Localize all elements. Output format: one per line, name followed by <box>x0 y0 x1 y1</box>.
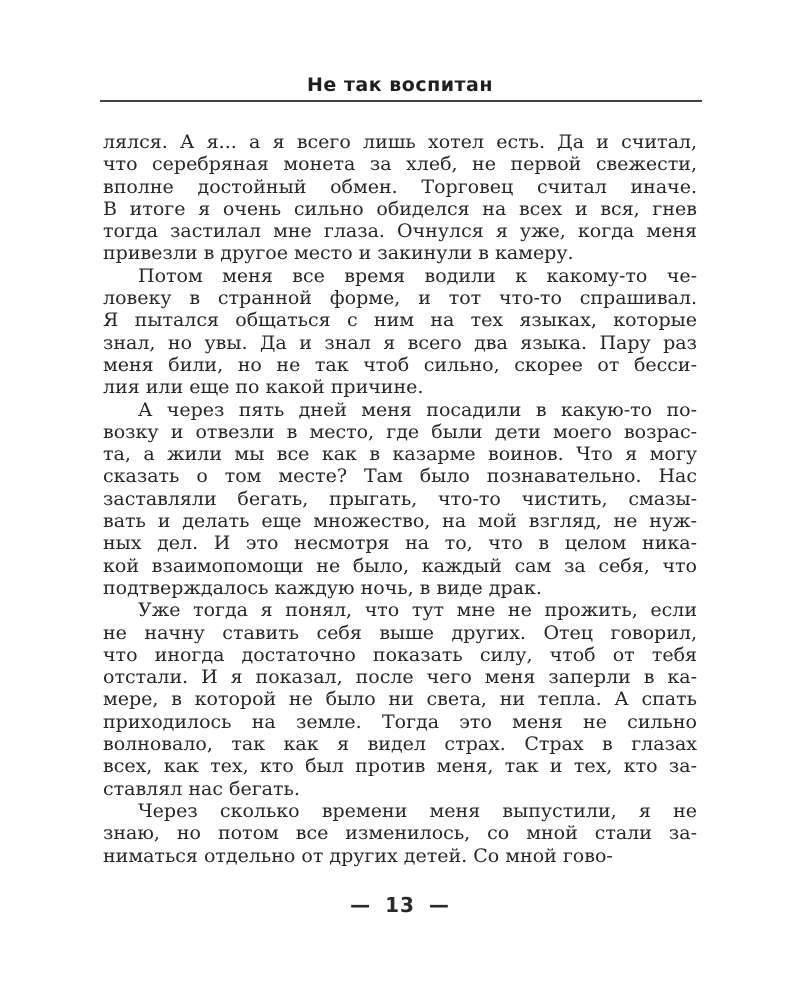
text-line: подтверждалось каждую ночь, в виде драк. <box>103 576 542 599</box>
paragraph <box>103 131 697 265</box>
paragraph <box>103 800 697 867</box>
text-line: что серебряная монета за хлеб, не первой свежести, <box>103 153 697 176</box>
text-line: Я пытался общаться с ним на тех языках, которые <box>103 309 697 332</box>
text-line: ставлял нас бегать. <box>103 777 300 800</box>
text-line: отстали. И я показал, после чего меня заперли в ка- <box>103 666 697 689</box>
text-line: та, а жили мы все как в казарме воинов. Что я могу <box>103 443 697 466</box>
text-line: вать и делать еще множество, на мой взгляд, не нуж- <box>103 510 697 533</box>
text-line: лялся. А я... а я всего лишь хотел есть. Да и считал, <box>103 131 697 153</box>
text-line: знаю, но потом все изменилось, со мной стали за- <box>103 822 697 845</box>
text-line: ных дел. И это несмотря на то, что в целом ника- <box>103 532 697 555</box>
text-line: мере, в которой не было ни света, ни тепла. А спать <box>103 688 697 711</box>
text-line: В итоге я очень сильно обиделся на всех и вся, гнев <box>103 197 697 220</box>
text-line: волновало, так как я видел страх. Страх в глазах <box>103 733 697 756</box>
body-text <box>103 131 697 867</box>
text-line: ниматься отдельно от других детей. Со мной гово- <box>103 844 613 867</box>
text-line: лия или еще по какой причине. <box>103 376 424 399</box>
text-line: Потом меня все время водили к какому-то че- <box>138 264 697 287</box>
paragraph <box>103 265 697 399</box>
text-line: сказать о том месте? Там было познавательно. Нас <box>103 465 697 488</box>
text-line: вполне достойный обмен. Торговец считал иначе. <box>103 175 697 198</box>
text-line: возку и отвезли в место, где были дети моего возрас- <box>103 420 697 443</box>
text-line: привезли в другое место и закинули в камеру. <box>103 242 574 265</box>
text-line: заставляли бегать, прыгать, что-то чистить, смазы- <box>103 487 697 510</box>
text-line: Через сколько времени меня выпустили, я не <box>138 799 697 822</box>
text-line: знал, но увы. Да и знал я всего два языка. Пару раз <box>103 331 697 354</box>
text-line: меня били, но не так чтоб сильно, скорее от бесси- <box>103 353 697 376</box>
text-line: кой взаимопомощи не было, каждый сам за себя, что <box>103 554 697 577</box>
page-number: — 13 — <box>350 893 450 917</box>
text-line: ловеку в странной форме, и тот что-то спрашивал. <box>103 287 697 310</box>
running-head-title: Не так воспитан <box>307 74 493 96</box>
text-line: Уже тогда я понял, что тут мне не прожить, если <box>138 599 697 622</box>
text-line: что иногда достаточно показать силу, чтоб от тебя <box>103 643 697 666</box>
paragraph <box>103 399 697 600</box>
text-line: не начну ставить себя выше других. Отец говорил, <box>103 621 697 644</box>
text-line: приходилось на земле. Тогда это меня не сильно <box>103 710 697 733</box>
paragraph <box>103 599 697 800</box>
text-line: А через пять дней меня посадили в какую-то по- <box>138 398 697 421</box>
text-line: тогда застилал мне глаза. Очнулся я уже, когда меня <box>103 220 697 243</box>
text-line: всех, как тех, кто был против меня, так и тех, кто за- <box>103 755 697 778</box>
header-rule <box>100 100 702 102</box>
